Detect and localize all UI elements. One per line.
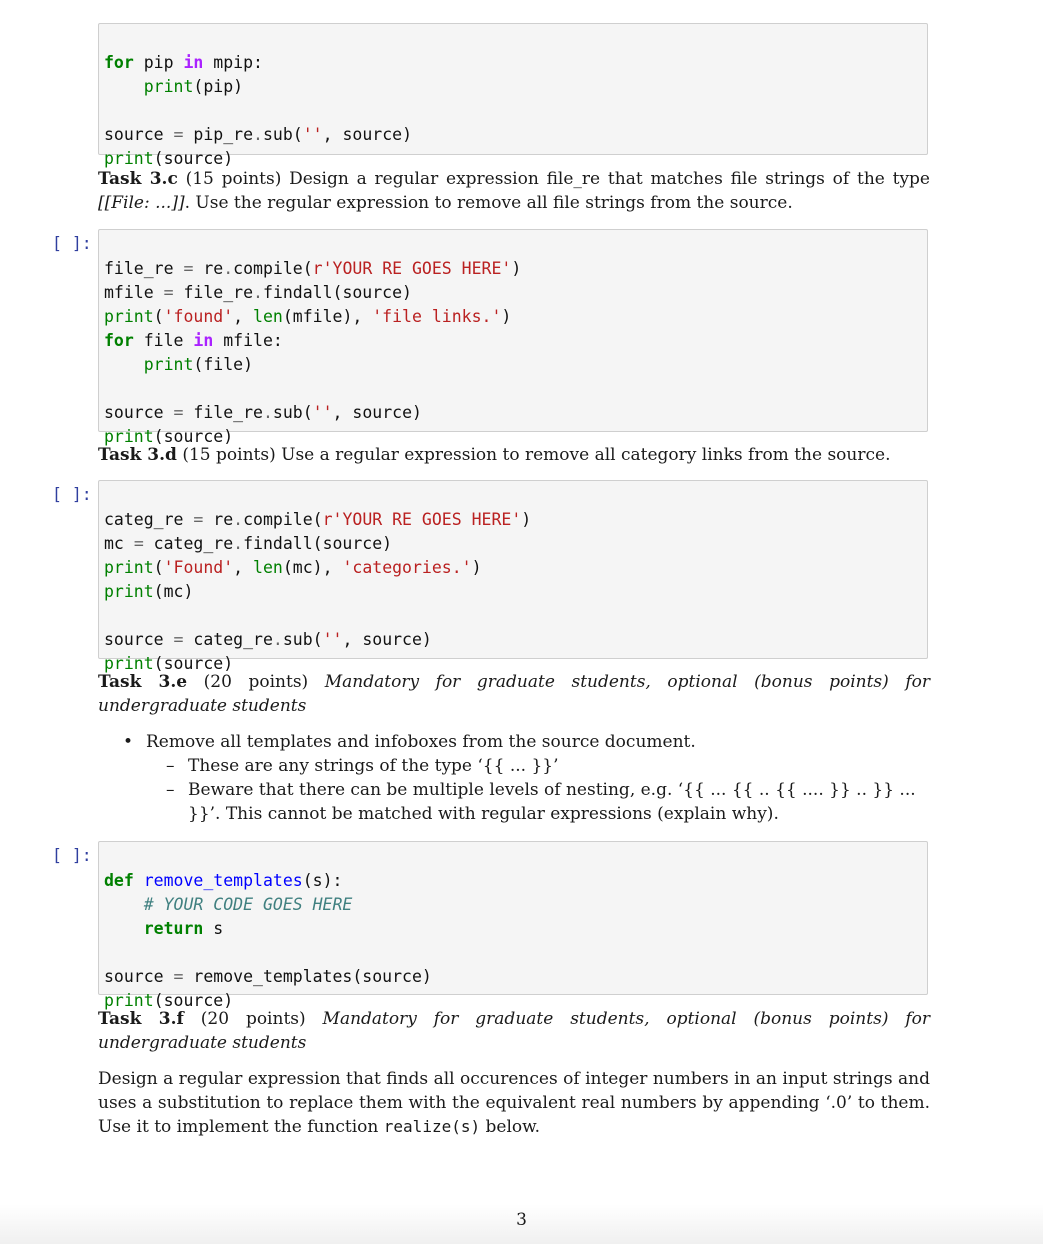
code-line-blank bbox=[104, 377, 922, 401]
code-line: source = remove_templates(source) bbox=[104, 967, 432, 986]
code-line: mc = categ_re.findall(source) bbox=[104, 534, 393, 553]
cell-prompt: [ ]: bbox=[52, 234, 92, 253]
code-line: source = categ_re.sub('', source) bbox=[104, 630, 432, 649]
code-line: print(pip) bbox=[143, 77, 244, 96]
code-line: # YOUR CODE GOES HERE bbox=[143, 895, 353, 914]
code-cell-remove-templates[interactable] bbox=[98, 841, 928, 1010]
code-line-blank bbox=[104, 941, 922, 965]
code-line: print('found', len(mfile), 'file links.') bbox=[104, 307, 512, 326]
code-line: print('Found', len(mc), 'categories.') bbox=[104, 558, 482, 577]
code-line: for file in mfile: bbox=[104, 331, 283, 350]
task-3f-text: Task 3.f (20 points) Mandatory for graduate students, optional (bonus points) for undergraduate students bbox=[98, 1009, 931, 1053]
task-3e-list bbox=[120, 730, 940, 826]
task-3e-text: Task 3.e (20 points) Mandatory for graduate students, optional (bonus points) for undergraduate students bbox=[98, 672, 931, 716]
cell-prompt: [ ]: bbox=[52, 485, 92, 504]
task-3f-description: Design a regular expression that finds all occurences of integer numbers in an input strings and uses a substitution to replace them with the equivalent real numbers by appending ‘.0’ to them. Use it to implement the function realize(s) below. bbox=[98, 1069, 930, 1137]
code-line: print(source) bbox=[104, 654, 234, 673]
sub-list-item: – These are any strings of the type ‘{{ ... }}’ bbox=[166, 756, 559, 776]
code-line: for pip in mpip: bbox=[104, 53, 263, 72]
cell-prompt: [ ]: bbox=[52, 846, 92, 865]
code-line: print(mc) bbox=[104, 582, 194, 601]
code-line: mfile = file_re.findall(source) bbox=[104, 283, 412, 302]
code-line: source = file_re.sub('', source) bbox=[104, 403, 422, 422]
code-cell-pip-loop[interactable] bbox=[98, 23, 928, 168]
code-cell-file-re[interactable] bbox=[98, 229, 928, 446]
code-line: def remove_templates(s): bbox=[104, 871, 343, 890]
task-3d-text: Task 3.d (15 points) Use a regular expression to remove all category links from the source. bbox=[98, 445, 891, 465]
list-item: • Remove all templates and infoboxes from the source document. bbox=[123, 732, 696, 752]
code-line: file_re = re.compile(r'YOUR RE GOES HERE') bbox=[104, 259, 522, 278]
code-cell-categ-re[interactable] bbox=[98, 480, 928, 673]
page-number: 3 bbox=[516, 1210, 527, 1230]
code-line: print(source) bbox=[104, 991, 234, 1010]
dash-icon: – bbox=[166, 756, 175, 776]
code-line-blank bbox=[104, 604, 922, 628]
task-3c-text: Task 3.c (15 points) Design a regular expression file_re that matches file strings of the type [[File: ...]]. Use the regular expression to remove all file strings from the source. bbox=[98, 169, 930, 213]
code-line-blank bbox=[104, 99, 922, 123]
bullet-icon: • bbox=[123, 732, 134, 752]
code-line: categ_re = re.compile(r'YOUR RE GOES HERE') bbox=[104, 510, 532, 529]
code-line: print(source) bbox=[104, 149, 234, 168]
code-line: source = pip_re.sub('', source) bbox=[104, 125, 412, 144]
code-line: return s bbox=[143, 919, 224, 938]
code-line: print(source) bbox=[104, 427, 234, 446]
code-line: print(file) bbox=[143, 355, 254, 374]
dash-icon: – bbox=[166, 780, 175, 800]
sub-list-item: – Beware that there can be multiple levels of nesting, e.g. ‘{{ ... {{ .. {{ .... }} .. }} ... }}’. This cannot be matched with regular expressions (explain why). bbox=[166, 780, 916, 824]
